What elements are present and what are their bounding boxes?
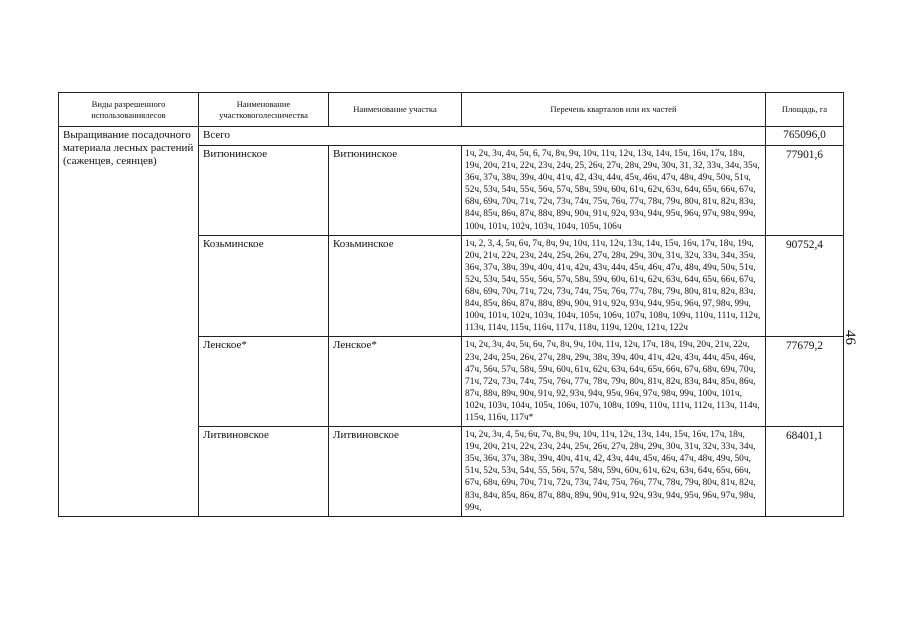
area-value: 77679,2 [766, 337, 844, 427]
quarters-list: 1ч, 2ч, 3ч, 4ч, 5ч, 6ч, 7ч, 8ч, 9ч, 10ч, 11ч, 12ч, 17ч, 18ч, 19ч, 20ч, 21ч, 22ч, 23ч, 24ч, 25ч, 26ч, 27ч, 28ч, 29ч, 38ч, 39ч, 40ч, 41ч, 42ч, 43ч, 44ч, 45ч, 46ч, 47ч, 56ч, 57ч, 58ч, 59ч, 60ч, 61ч, 62ч, 63ч, 64ч, 65ч, 66ч, 67ч, 68ч, 69ч, 70ч, 71ч, 72ч, 73ч, 74ч, 75ч, 76ч, 77ч, 78ч, 79ч, 80ч, 81ч, 82ч, 83ч, 84ч, 85ч, 86ч, 87ч, 88ч, 89ч, 90ч, 91ч, 92, 93ч, 94ч, 95ч, 96ч, 97ч, 98ч, 99ч, 100ч, 101ч, 102ч, 103ч, 104ч, 105ч, 106ч, 107ч, 108ч, 109ч, 110ч, 111ч, 112ч, 113ч, 114ч, 115ч, 116ч, 117ч* [462, 337, 766, 427]
forestry-name: Литвиновское [199, 427, 329, 517]
area-value: 77901,6 [766, 146, 844, 236]
site-name: Ленское* [329, 337, 462, 427]
site-name: Витюнинское [329, 146, 462, 236]
header-area: Площадь, га [766, 93, 844, 127]
quarters-list: 1ч, 2ч, 3ч, 4ч, 5ч, 6, 7ч, 8ч, 9ч, 10ч, 11ч, 12ч, 13ч, 14ч, 15ч, 16ч, 17ч, 18ч, 19ч, 20ч, 21ч, 22ч, 23ч, 24ч, 25, 26ч, 27ч, 28ч, 29ч, 30ч, 31, 32, 33ч, 34ч, 35ч, 36ч, 37ч, 38ч, 39ч, 40ч, 41ч, 42, 43ч, 44ч, 45ч, 46ч, 47ч, 48ч, 49ч, 50ч, 51ч, 52ч, 53ч, 54ч, 55ч, 56ч, 57ч, 58ч, 59ч, 60ч, 61ч, 62ч, 63ч, 64ч, 65ч, 66ч, 67ч, 68ч, 69ч, 70ч, 71ч, 72ч, 73ч, 74ч, 75ч, 76ч, 77ч, 78ч, 79ч, 80ч, 81ч, 82ч, 83ч, 84ч, 85ч, 86ч, 87ч, 88ч, 89ч, 90ч, 91ч, 92ч, 93ч, 94ч, 95ч, 96ч, 97ч, 98ч, 99ч, 100ч, 101ч, 102ч, 103ч, 104ч, 105ч, 106ч [462, 146, 766, 236]
forestry-name: Витюнинское [199, 146, 329, 236]
total-label: Всего [199, 127, 766, 146]
quarters-list: 1ч, 2ч, 3ч, 4, 5ч, 6ч, 7ч, 8ч, 9ч, 10ч, 11ч, 12ч, 13ч, 14ч, 15ч, 16ч, 17ч, 18ч, 19ч, 20ч, 21ч, 22ч, 23ч, 24ч, 25ч, 26ч, 27ч, 28ч, 29ч, 30ч, 31ч, 32ч, 33ч, 34ч, 35ч, 36ч, 37ч, 38ч, 39ч, 40ч, 41ч, 42, 43ч, 44ч, 45ч, 46ч, 47ч, 48ч, 49ч, 50ч, 51ч, 52ч, 53ч, 54ч, 55, 56ч, 57ч, 58ч, 59ч, 60ч, 61ч, 62ч, 63ч, 64ч, 65ч, 66ч, 67ч, 68ч, 69ч, 70ч, 71ч, 72ч, 73ч, 74ч, 75ч, 76ч, 77ч, 78ч, 79ч, 80ч, 81ч, 82ч, 83ч, 84ч, 85ч, 86ч, 87ч, 88ч, 89ч, 90ч, 91ч, 92ч, 93ч, 94ч, 95ч, 96ч, 97ч, 98ч, 99ч, [462, 427, 766, 517]
total-area: 765096,0 [766, 127, 844, 146]
area-value: 68401,1 [766, 427, 844, 517]
area-value: 90752,4 [766, 235, 844, 337]
quarters-list: 1ч, 2, 3, 4, 5ч, 6ч, 7ч, 8ч, 9ч, 10ч, 11ч, 12ч, 13ч, 14ч, 15ч, 16ч, 17ч, 18ч, 19ч, 20ч, 21ч, 22ч, 23ч, 24ч, 25ч, 26ч, 27ч, 28ч, 29ч, 30ч, 31ч, 32ч, 33ч, 34ч, 35ч, 36ч, 37ч, 38ч, 39ч, 40ч, 41ч, 42ч, 43ч, 44ч, 45ч, 46ч, 47ч, 48ч, 49ч, 50ч, 51ч, 52ч, 53ч, 54ч, 55ч, 56ч, 57ч, 58ч, 59ч, 60ч, 61ч, 62ч, 63ч, 64ч, 65ч, 66ч, 67ч, 68ч, 69ч, 70ч, 71ч, 72ч, 73ч, 74ч, 75ч, 76ч, 77ч, 78ч, 79ч, 80ч, 81ч, 82ч, 83ч, 84ч, 85ч, 86ч, 87ч, 88ч, 89ч, 90ч, 91ч, 92ч, 93ч, 94ч, 95ч, 96ч, 97, 98ч, 99ч, 100ч, 101ч, 102ч, 103ч, 104ч, 105ч, 106ч, 107ч, 108ч, 109ч, 110ч, 111ч, 112ч, 113ч, 114ч, 115ч, 116ч, 117ч, 118ч, 119ч, 120ч, 121ч, 122ч [462, 235, 766, 337]
header-site: Наименование участка [329, 93, 462, 127]
use-type-cell: Выращивание посадочного материала лесных растений (саженцев, сеянцев) [59, 127, 199, 517]
total-row [59, 127, 844, 146]
forest-use-table [58, 92, 844, 517]
header-use-type: Виды разрешенного использованиялесов [59, 93, 199, 127]
header-forestry: Наименование участковоголесничества [199, 93, 329, 127]
table-header-row [59, 93, 844, 127]
site-name: Литвиновское [329, 427, 462, 517]
site-name: Козьминское [329, 235, 462, 337]
page-number: 46 [842, 330, 858, 345]
forestry-name: Ленское* [199, 337, 329, 427]
forestry-name: Козьминское [199, 235, 329, 337]
header-quarters: Перечень кварталов или их частей [462, 93, 766, 127]
